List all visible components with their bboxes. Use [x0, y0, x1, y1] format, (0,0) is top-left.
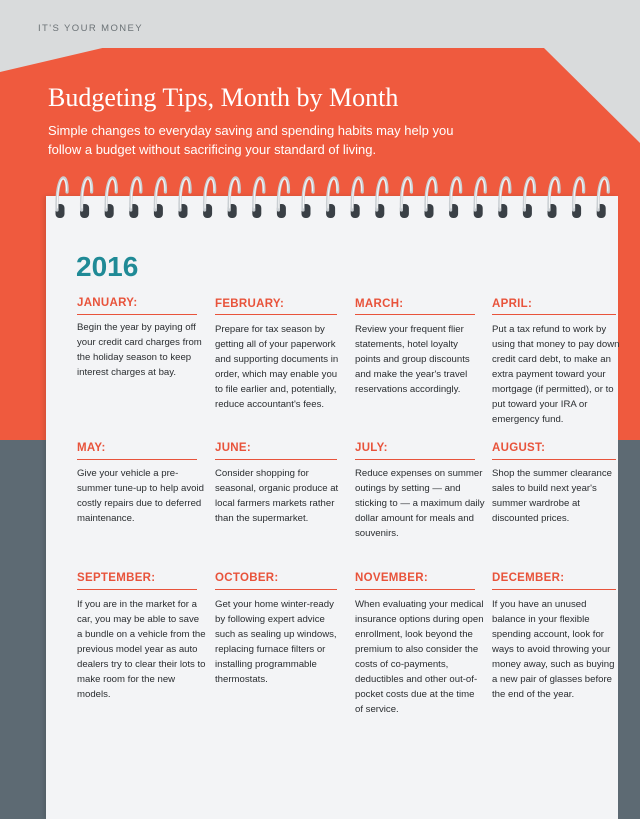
month-divider [492, 314, 616, 315]
month-divider [492, 589, 616, 590]
month-name-february: FEBRUARY: [215, 298, 285, 310]
month-tip-november: When evaluating your medical insurance options during open enrollment, look beyond the premium to also consider the costs of co-payments, deductibles and other out-of-pocket costs due at the time of service. [355, 599, 484, 715]
month-divider [355, 459, 475, 460]
calendar-spiral-binding [46, 164, 618, 228]
month-divider [77, 589, 197, 590]
month-tip-october: Get your home winter-ready by following expert advice such as sealing up windows, replacing furnace filters or installing programmable thermostats. [215, 599, 337, 685]
month-name-january: JANUARY: [77, 297, 138, 309]
month-divider [215, 314, 337, 315]
month-name-november: NOVEMBER: [355, 572, 428, 584]
month-tip-march: Review your frequent flier statements, hotel loyalty points and group discounts and make the year's travel reservations accordingly. [355, 324, 470, 395]
month-name-august: AUGUST: [492, 442, 546, 454]
month-tip-december: If you have an unused balance in your flexible spending account, look for ways to avoid throwing your money away, such as buying a new pair of glasses before the end of the year. [492, 599, 615, 700]
month-tip-january: Begin the year by paying off your credit card charges from the holiday season to keep interest charges at bay. [77, 322, 202, 378]
month-tip-september: If you are in the market for a car, you may be able to save a bundle on a vehicle from the previous model year as auto dealers try to clear their lots to make room for the new models. [77, 599, 206, 700]
left-slate-band [0, 440, 46, 819]
month-name-june: JUNE: [215, 442, 252, 454]
month-name-december: DECEMBER: [492, 572, 565, 584]
month-name-september: SEPTEMBER: [77, 572, 156, 584]
page-title: Budgeting Tips, Month by Month [48, 83, 399, 112]
month-tip-february: Prepare for tax season by getting all of your paperwork and supporting documents in order, which may enable you to file earlier and, potentially, reduce accountant's fees. [215, 324, 339, 410]
kicker-label: IT'S YOUR MONEY [38, 23, 143, 34]
month-divider [492, 459, 616, 460]
month-tip-april: Put a tax refund to work by using that money to pay down credit card debt, to make an extra payment toward your mortgage (if permitted), or to put toward your IRA or emergency fund. [492, 324, 620, 425]
month-name-may: MAY: [77, 442, 106, 454]
month-divider [355, 589, 475, 590]
month-name-march: MARCH: [355, 298, 404, 310]
page-subtitle: Simple changes to everyday saving and spending habits may help you follow a budget without sacrificing your standard of living. [48, 123, 454, 157]
month-tip-may: Give your vehicle a pre-summer tune-up to help avoid costly repairs due to deferred maintenance. [77, 468, 204, 524]
month-tip-june: Consider shopping for seasonal, organic produce at local farmers markets rather than the supermarket. [215, 468, 339, 524]
month-name-october: OCTOBER: [215, 572, 279, 584]
month-divider [355, 314, 475, 315]
month-divider [215, 459, 337, 460]
month-name-april: APRIL: [492, 298, 533, 310]
month-divider [215, 589, 337, 590]
month-divider [77, 314, 197, 315]
calendar-year: 2016 [76, 251, 139, 282]
month-tip-july: Reduce expenses on summer outings by setting — and sticking to — a maximum daily dollar amount for meals and souvenirs. [355, 468, 485, 539]
month-divider [77, 459, 197, 460]
month-name-july: JULY: [355, 442, 388, 454]
month-tip-august: Shop the summer clearance sales to build next year's summer wardrobe at discounted prices. [492, 468, 612, 524]
